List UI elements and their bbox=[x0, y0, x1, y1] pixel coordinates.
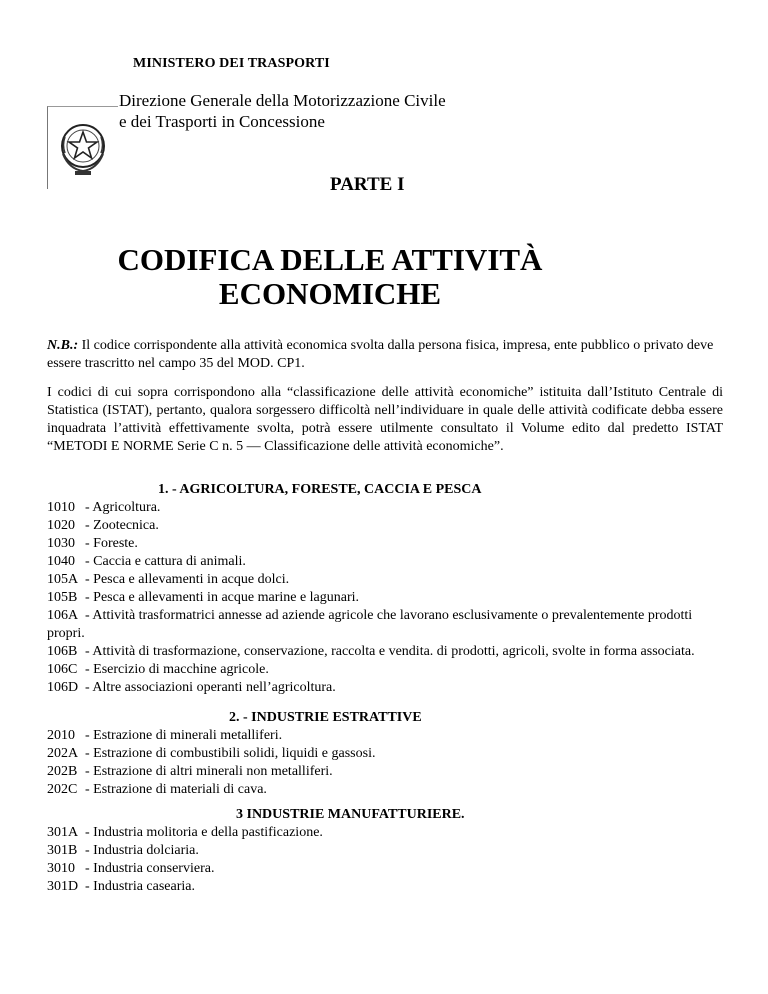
list-item bbox=[47, 589, 723, 607]
section-heading: 3 INDUSTRIE MANUFATTURIERE. bbox=[236, 807, 465, 822]
list-item bbox=[47, 661, 723, 679]
item-desc: - Esercizio di macchine agricole. bbox=[85, 662, 269, 677]
list-item bbox=[47, 842, 723, 860]
item-desc: - Altre associazioni operanti nell’agricoltura. bbox=[85, 680, 336, 695]
item-desc: - Attività trasformatrici annesse ad aziende agricole che lavorano esclusivamente o prevalentemente prodotti propri. bbox=[47, 608, 693, 641]
section-agricoltura bbox=[47, 481, 723, 697]
item-desc: - Estrazione di altri minerali non metalliferi. bbox=[85, 764, 333, 779]
section-manifatturiere bbox=[47, 806, 723, 896]
section-heading: 2. - INDUSTRIE ESTRATTIVE bbox=[229, 710, 422, 725]
item-desc: - Caccia e cattura di animali. bbox=[85, 554, 246, 569]
list-item bbox=[47, 679, 723, 697]
item-code: 105B bbox=[47, 590, 78, 605]
item-desc: - Industria casearia. bbox=[85, 879, 195, 894]
item-code: 106A bbox=[47, 608, 79, 623]
list-item bbox=[47, 824, 723, 842]
italian-republic-emblem-icon bbox=[53, 117, 113, 179]
item-desc: - Estrazione di minerali metalliferi. bbox=[85, 728, 283, 743]
list-item bbox=[47, 553, 723, 571]
item-code: 106B bbox=[47, 644, 78, 659]
item-code: 301D bbox=[47, 879, 79, 894]
list-item bbox=[47, 517, 723, 535]
item-code: 202B bbox=[47, 764, 78, 779]
list-item bbox=[47, 727, 723, 745]
list-item bbox=[47, 535, 723, 553]
direzione-line-2: e dei Trasporti in Concessione bbox=[119, 112, 325, 131]
item-desc: - Zootecnica. bbox=[85, 518, 159, 533]
list-item bbox=[47, 878, 723, 896]
item-code: 1010 bbox=[47, 500, 75, 515]
intro-paragraph: I codici di cui sopra corrispondono alla “classificazione delle attività economiche” istituita dall’Istituto Centrale di Statistica (ISTAT), pertanto, qualora sorgessero difficoltà nell’individuare in quale delle attività codificate debba essere inquadrata l’attività effettivamente svolta, potrà essere utilmente consultato il Volume edito dal predetto ISTAT “METODI E NORME Serie C n. 5 — Classificazione delle attività economiche”. bbox=[47, 385, 723, 454]
title-line-2: ECONOMICHE bbox=[218, 276, 442, 311]
emblem-frame bbox=[47, 106, 118, 189]
item-code: 3010 bbox=[47, 861, 75, 876]
item-code: 2010 bbox=[47, 728, 75, 743]
list-item bbox=[47, 745, 723, 763]
ministry-heading: MINISTERO DEI TRASPORTI bbox=[133, 56, 330, 71]
item-code: 301A bbox=[47, 825, 79, 840]
title-line-1: CODIFICA DELLE ATTIVITÀ bbox=[117, 242, 543, 277]
item-desc: - Pesca e allevamenti in acque dolci. bbox=[85, 572, 290, 587]
item-code: 1040 bbox=[47, 554, 75, 569]
item-code: 202A bbox=[47, 746, 79, 761]
item-code: 105A bbox=[47, 572, 79, 587]
item-code: 301B bbox=[47, 843, 78, 858]
item-code: 106C bbox=[47, 662, 78, 677]
list-item bbox=[47, 763, 723, 781]
item-code: 1030 bbox=[47, 536, 75, 551]
list-item bbox=[47, 643, 723, 661]
list-item bbox=[47, 860, 723, 878]
list-item bbox=[47, 571, 723, 589]
nb-text: Il codice corrispondente alla attività economica svolta dalla persona fisica, impresa, ente pubblico o privato deve essere trascritto nel campo 35 del MOD. CP1. bbox=[47, 338, 714, 371]
item-desc: - Foreste. bbox=[85, 536, 138, 551]
item-code: 202C bbox=[47, 782, 78, 797]
parte-heading: PARTE I bbox=[330, 174, 405, 195]
item-desc: - Estrazione di combustibili solidi, liquidi e gassosi. bbox=[85, 746, 376, 761]
item-code: 1020 bbox=[47, 518, 75, 533]
list-item bbox=[47, 607, 723, 643]
item-desc: - Agricoltura. bbox=[85, 500, 161, 515]
item-desc: - Pesca e allevamenti in acque marine e lagunari. bbox=[85, 590, 360, 605]
document-title bbox=[90, 243, 570, 311]
item-desc: - Industria conserviera. bbox=[85, 861, 215, 876]
item-desc: - Attività di trasformazione, conservazione, raccolta e vendita. di prodotti, agricoli, svolte in forma associata. bbox=[85, 644, 695, 659]
item-desc: - Estrazione di materiali di cava. bbox=[85, 782, 267, 797]
section-estrattive bbox=[47, 709, 723, 799]
list-item bbox=[47, 499, 723, 517]
item-desc: - Industria molitoria e della pastificazione. bbox=[85, 825, 323, 840]
section-heading: 1. - AGRICOLTURA, FORESTE, CACCIA E PESCA bbox=[158, 482, 482, 497]
item-code: 106D bbox=[47, 680, 79, 695]
direzione-line-1: Direzione Generale della Motorizzazione Civile bbox=[119, 91, 446, 110]
list-item bbox=[47, 781, 723, 799]
nb-label: N.B.: bbox=[47, 338, 79, 353]
item-desc: - Industria dolciaria. bbox=[85, 843, 199, 858]
direzione-block bbox=[119, 90, 446, 132]
nb-paragraph bbox=[47, 337, 723, 373]
